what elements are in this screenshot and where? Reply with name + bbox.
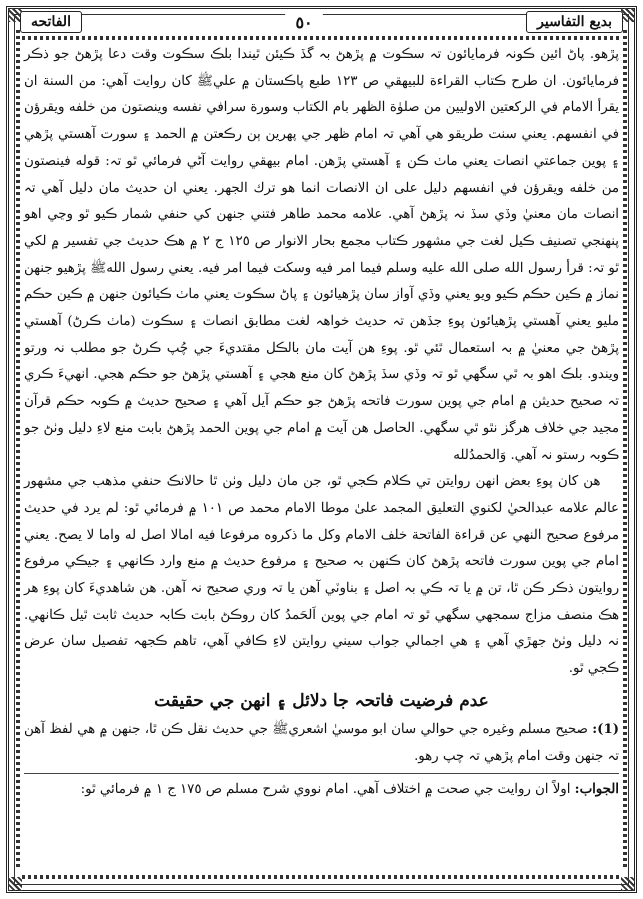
answer-text: اولاً ان روايت جي صحت ۾ اختلاف آهي. امام نووي شرح مسلم ص ١٧٥ ج ١ ۾ فرمائي ٿو: — [80, 782, 571, 798]
page-body — [24, 42, 619, 869]
border-decoration-right — [623, 30, 627, 869]
corner-ornament — [621, 877, 635, 891]
item-text: صحيح مسلم وغيره جي حوالي سان ابو موسيٰ اشعريﷺ جي حديث نقل ڪن ٿا، جنهن ۾ هي لفظ آهن تہ جنهن وقت امام پڙهي تہ چپ رهو. — [24, 721, 619, 764]
numbered-item — [24, 717, 619, 770]
answer-paragraph — [24, 777, 619, 804]
border-decoration-left — [16, 30, 20, 869]
border-decoration-top — [22, 36, 621, 40]
corner-ornament — [8, 877, 22, 891]
body-paragraph: هن کان پوءِ بعض انهن روايتن تي ڪلام ڪجي ٿو، جن مان دليل وٺن ٿا حالانڪ حنفي مذهب جي مشهور عالم علامه عبدالحيٰ لکنوي التعليق المجمد علىٰ موطا الامام محمد ص ١٠١ ۾ فرمائي ٿو: لم يرد في حديث مرفوع صحيح النهي عن قراءة الفاتحة خلف الامام وكل ما ذكروه مرفوعا فيه امالا اصل له واما لا يصح. يعني امام جي پوين سورت فاتحه پڙهڻ کان ڪنهن بہ صحيح ۽ مرفوع حديث ۾ منع وارد ڪانهي ۽ جيڪي مرفوع روايتون ذڪر ڪن ٿا، تن ۾ يا تہ ڪي بہ اصل ۽ بناوٽي آهن يا تہ وري صحيح نہ آهن. هن شاهديءَ کان پوءِ هر هڪ منصف مزاج سمجهي سگهي ٿو تہ امام جي پوين اَلحَمدُ کان روڪڻ بابت ڪابہ حديث ثابت ٿيل ڪانهي. نہ دليل وٺڻ جهڙي آهي ۽ هي اجمالي جواب سيني روايتن لاءِ ڪافي آهي، تاهم ڪجهہ تفصيل سان عرض ڪجي ٿو. — [24, 474, 619, 677]
page-header — [20, 10, 623, 34]
page-number: ٥٠ — [285, 12, 322, 32]
corner-ornament — [621, 8, 635, 22]
book-title: بديع التفاسير — [526, 11, 623, 33]
border-decoration-bottom — [22, 875, 621, 879]
chapter-title: الفاتحه — [20, 11, 82, 33]
divider — [24, 773, 619, 774]
section-heading: عدم فرضيت فاتحہ جا دلائل ۽ انهن جي حقيقت — [154, 690, 489, 711]
item-number: (1): — [592, 721, 619, 737]
body-paragraph: پڙهو. پاڻ ائين ڪونہ فرمايائون تہ سڪوت ۾ پڙهڻ بہ گڏ ڪيئن ٿيندا بلڪ سڪوت وقت دعا پڙهڻ جو ذڪر فرمايائون. ان طرح ڪتاب القراءة للبيهقي ص ١٢٣ طبع پاڪستان ۾ عليﷺ کان روايت آهي: من السنة ان يقرأ الامام في الركعتين الاوليين من صلوٰة الظهر بام الكتاب وسورة سرافي نفسه وينصتون من خلفه ويقرؤن في انفسهم. يعني سنت طريقو هي آهي تہ امام ظهر جي پهرين ٻن رڪعتن ۾ الحمد ۽ سورت آهستي پڙهي ۽ پوين جماعتي انصات يعني ماٺ ڪن ۽ آهستي پڙهن. امام بيهقي روايت آڻي فرمائي ٿو تہ: قوله فينصتون من خلفه ويقرؤن في انفسهم دليل على ان الانصات انما هو ترك الجهر. يعني ان حديث مان دليل آهي تہ انصات مان معنيٰ وڏي سڏ نہ پڙهڻ آهي. علامه محمد طاهر فتني جنهن کي حنفي شمار ڪيو ٿو وڃي اهو پنهنجي تصنيف ڪيل لغت جي مشهور ڪتاب مجمع بحار الانوار ص ١٢٥ ج ٢ ۾ هڪ حديث جي تفسير ۾ لکي ٿو تہ: قرأ رسول الله صلى الله عليه وسلم فيما امر فيه وسكت فيما امر فيه. يعني رسول اللهﷺ پڙهيو جنهن نماز ۾ ڪين حڪم ڪيو ويو يعني وڏي آواز سان پڙهيائون ۽ پاڻ سڪوت يعني ماٺ ڪيائون جنهن ۾ ڪين حڪم مليو يعني آهستي پڙهيائون پوءِ جڏهن تہ حديث خواهہ لغت مطابق انصات ۽ سڪوت (ماٺ ڪرڻ) آهستي پڙهڻ جي معنيٰ ۾ بہ استعمال ٿئي ٿو. پوءِ هن آيت مان بالڪل مقتديءَ جي چُپ ڪرڻ جو مطلب نہ ورتو ويندو. بلڪ اهو بہ ٿي سگهي ٿو تہ وڏي سڏ پڙهڻ کان منع هجي ۽ آهستي پڙهڻ جو حڪم هجي. انهيءَ ڪري تہ صحيح حديثن ۾ امام جي پوين سورت فاتحه پڙهڻ جو حڪم آيل آهي ۽ صحيح حديث ۾ ڪوبہ حڪم قرآن مجيد جي خلاف هرگز نٿو ٿي سگهي. الحاصل هن آيت ۾ امام جي پوين الحمد پڙهڻ بابت منع لاءِ دليل وٺڻ جو ڪوبہ رستو نہ آهي. وَالحمدُلله — [24, 47, 620, 463]
answer-label: الجواب: — [574, 782, 619, 798]
